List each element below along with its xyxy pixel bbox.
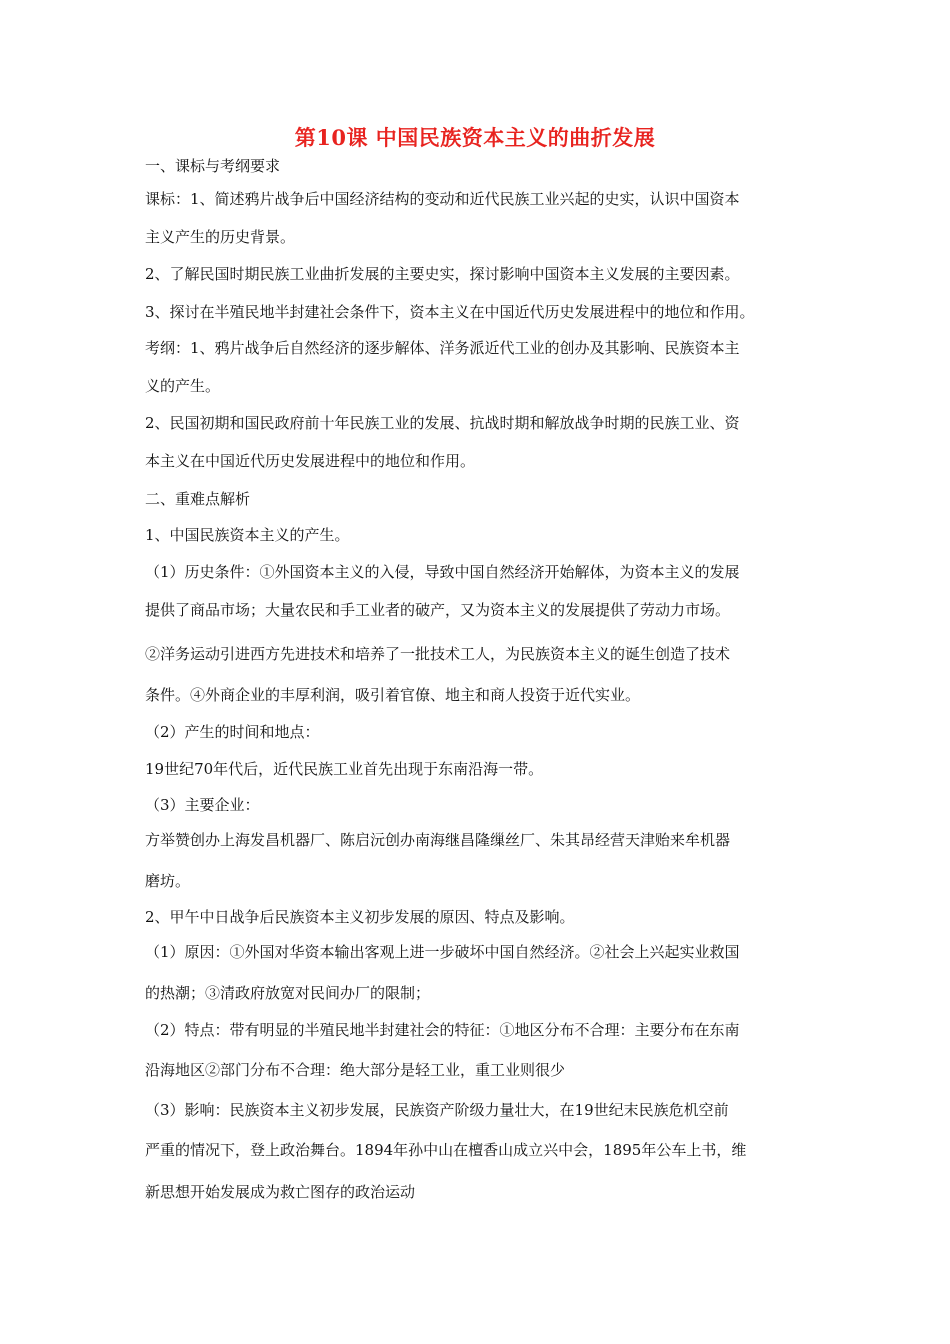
paragraph-line: 新思想开始发展成为救亡图存的政治运动 [145, 1183, 416, 1201]
paragraph-line: （1）历史条件：①外国资本主义的入侵，导致中国自然经济开始解体，为资本主义的发展 [145, 563, 740, 581]
paragraph-line: （3）影响：民族资本主义初步发展，民族资产阶级力量壮大，在19世纪末民族危机空前 [145, 1101, 729, 1119]
paragraph-line: 条件。④外商企业的丰厚利润，吸引着官僚、地主和商人投资于近代实业。 [145, 686, 641, 704]
document-title: 第10课 中国民族资本主义的曲折发展 [294, 125, 656, 150]
paragraph-line: （2）特点：带有明显的半殖民地半封建社会的特征：①地区分布不合理：主要分布在东南 [145, 1021, 740, 1039]
section-heading-requirements: 一、课标与考纲要求 [145, 157, 281, 175]
paragraph-line: 考纲：1、鸦片战争后自然经济的逐步解体、洋务派近代工业的创办及其影响、民族资本主 [145, 339, 740, 357]
paragraph-line: 课标：1、简述鸦片战争后中国经济结构的变动和近代民族工业兴起的史实，认识中国资本 [145, 190, 740, 208]
paragraph-line: 方举赞创办上海发昌机器厂、陈启沅创办南海继昌隆缫丝厂、朱其昂经营天津贻来牟机器 [145, 831, 731, 849]
paragraph-line: ②洋务运动引进西方先进技术和培养了一批技术工人，为民族资本主义的诞生创造了技术 [145, 645, 731, 663]
paragraph-line: 19世纪70年代后，近代民族工业首先出现于东南沿海一带。 [145, 760, 544, 778]
paragraph-line: 严重的情况下，登上政治舞台。1894年孙中山在檀香山成立兴中会，1895年公车上书，维 [145, 1141, 747, 1159]
paragraph-line: 3、探讨在半殖民地半封建社会条件下，资本主义在中国近代历史发展进程中的地位和作用。 [145, 303, 755, 321]
paragraph-line: 沿海地区②部门分布不合理：绝大部分是轻工业，重工业则很少 [145, 1061, 566, 1079]
paragraph-line: 主义产生的历史背景。 [145, 228, 296, 246]
paragraph-line: 2、甲午中日战争后民族资本主义初步发展的原因、特点及影响。 [145, 908, 575, 926]
paragraph-line: （2）产生的时间和地点： [145, 723, 320, 741]
paragraph-line: 磨坊。 [145, 872, 191, 890]
paragraph-line: 2、了解民国时期民族工业曲折发展的主要史实，探讨影响中国资本主义发展的主要因素。 [145, 265, 740, 283]
paragraph-line: （3）主要企业： [145, 796, 260, 814]
paragraph-line: 的热潮；③清政府放宽对民间办厂的限制； [145, 984, 431, 1002]
paragraph-line: （1）原因：①外国对华资本输出客观上进一步破坏中国自然经济。②社会上兴起实业救国 [145, 943, 740, 961]
paragraph-line: 1、中国民族资本主义的产生。 [145, 526, 350, 544]
paragraph-line: 本主义在中国近代历史发展进程中的地位和作用。 [145, 452, 476, 470]
paragraph-line: 义的产生。 [145, 377, 221, 395]
section-heading-analysis: 二、重难点解析 [145, 490, 251, 508]
paragraph-line: 2、民国初期和国民政府前十年民族工业的发展、抗战时期和解放战争时期的民族工业、资 [145, 414, 740, 432]
paragraph-line: 提供了商品市场；大量农民和手工业者的破产，又为资本主义的发展提供了劳动力市场。 [145, 601, 731, 619]
